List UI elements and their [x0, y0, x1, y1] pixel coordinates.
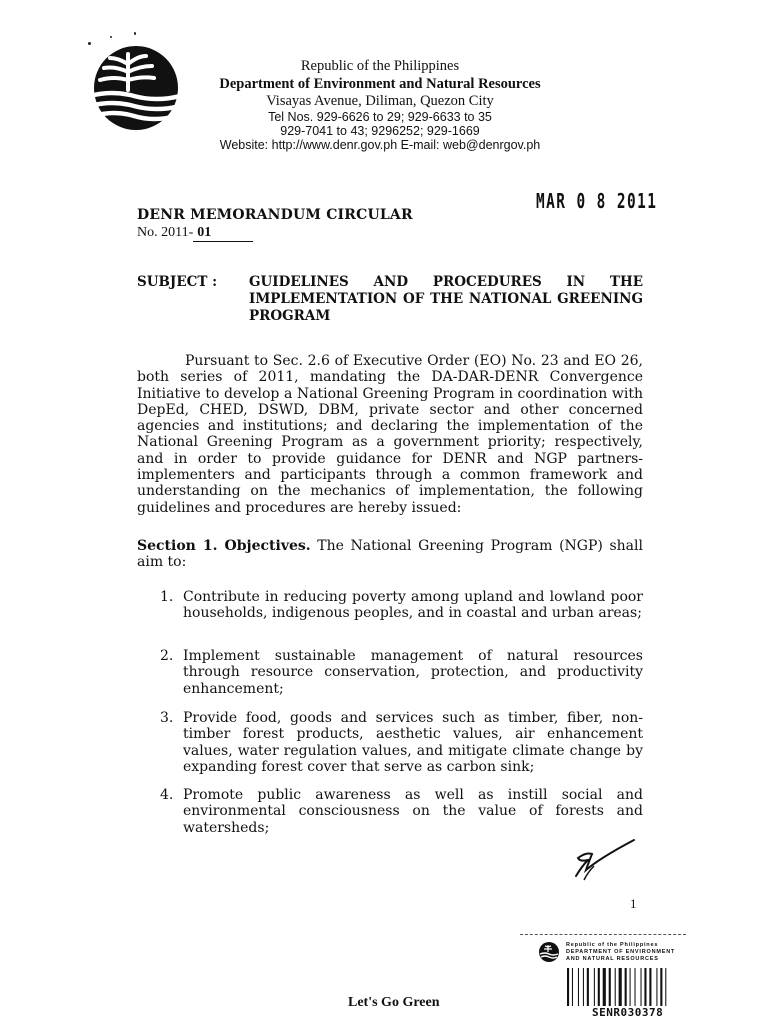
website-line: Website: http://www.denr.gov.ph E-mail: web@denrgov.ph	[219, 138, 541, 152]
department-line: Department of Environment and Natural Resources	[219, 76, 541, 92]
section-1-intro	[137, 538, 643, 571]
denr-seal-icon	[538, 941, 560, 963]
memo-number-prefix: No. 2011-	[137, 225, 194, 240]
list-item-text: Promote public awareness as well as instill social and environmental consciousness on the value of forests and watersheds;	[183, 787, 643, 836]
signature-icon	[570, 836, 640, 886]
subject-line-2: IMPLEMENTATION OF THE NATIONAL GREENING	[249, 291, 643, 307]
address-line: Visayas Avenue, Diliman, Quezon City	[266, 93, 494, 109]
section-1-heading: Section 1. Objectives.	[137, 538, 311, 554]
list-item	[160, 710, 643, 775]
list-item-number: 1.	[160, 589, 174, 605]
list-item-text: Provide food, goods and services such as timber, fiber, non-timber forest products, aesthetic values, air enhancement values, water regulation values, and mitigate climate change by expanding forest cover that serve as carbon sink;	[183, 710, 643, 775]
footer-stamp-line-3: AND NATURAL RESOURCES	[566, 956, 659, 962]
subject-line-1: GUIDELINES AND PROCEDURES IN THE	[249, 274, 643, 290]
barcode-icon	[566, 968, 680, 1006]
barcode-label: SENR030378	[592, 1006, 664, 1019]
footer-stamp-line-2: DEPARTMENT OF ENVIRONMENT	[566, 949, 676, 955]
section-1-text: The National Greening Program (NGP) shall aim to:	[137, 538, 643, 571]
list-item	[160, 648, 643, 697]
subject-line-3: PROGRAM	[249, 308, 331, 324]
memo-title: DENR MEMORANDUM CIRCULAR	[137, 207, 413, 223]
footer-stamp-line-1: Republic of the Philippines	[566, 942, 659, 948]
list-item-number: 4.	[160, 787, 174, 803]
denr-logo-icon	[88, 44, 180, 132]
subject-label: SUBJECT :	[137, 274, 218, 290]
footer-tagline: Let's Go Green	[348, 995, 440, 1010]
page-number: 1	[630, 896, 637, 911]
republic-line: Republic of the Philippines	[300, 58, 460, 74]
tel-line-1: Tel Nos. 929-6626 to 29; 929-6633 to 35	[268, 110, 492, 124]
list-item-number: 2.	[160, 648, 174, 664]
tel-line-2: 929-7041 to 43; 9296252; 929-1669	[280, 124, 480, 138]
intro-paragraph: Pursuant to Sec. 2.6 of Executive Order (EO) No. 23 and EO 26, both series of 2011, mandating the DA-DAR-DENR Convergence Initiative to develop a National Greening Program in coordination with DepEd, CHED, DSWD, DBM, private sector and other concerned agencies and institutions; and declaring the implementation of the National Greening Program as a government priority; respectively, and in order to provide guidance for DENR and NGP partners-implementers and participants through a common framework and understanding on the mechanics of implementation, the following guidelines and procedures are hereby issued:	[137, 353, 643, 516]
memo-number	[137, 225, 253, 242]
memo-number-value: 01	[193, 225, 253, 242]
list-item-number: 3.	[160, 710, 174, 726]
list-item	[160, 589, 643, 622]
list-item-text: Implement sustainable management of natural resources through resource conservation, protection, and productivity enhancement;	[183, 648, 643, 697]
footer-divider	[520, 934, 686, 935]
list-item-text: Contribute in reducing poverty among upland and lowland poor households, indigenous peoples, and in coastal and urban areas;	[183, 589, 643, 622]
list-item	[160, 787, 643, 836]
date-stamp: MAR 0 8 2011	[536, 189, 658, 213]
